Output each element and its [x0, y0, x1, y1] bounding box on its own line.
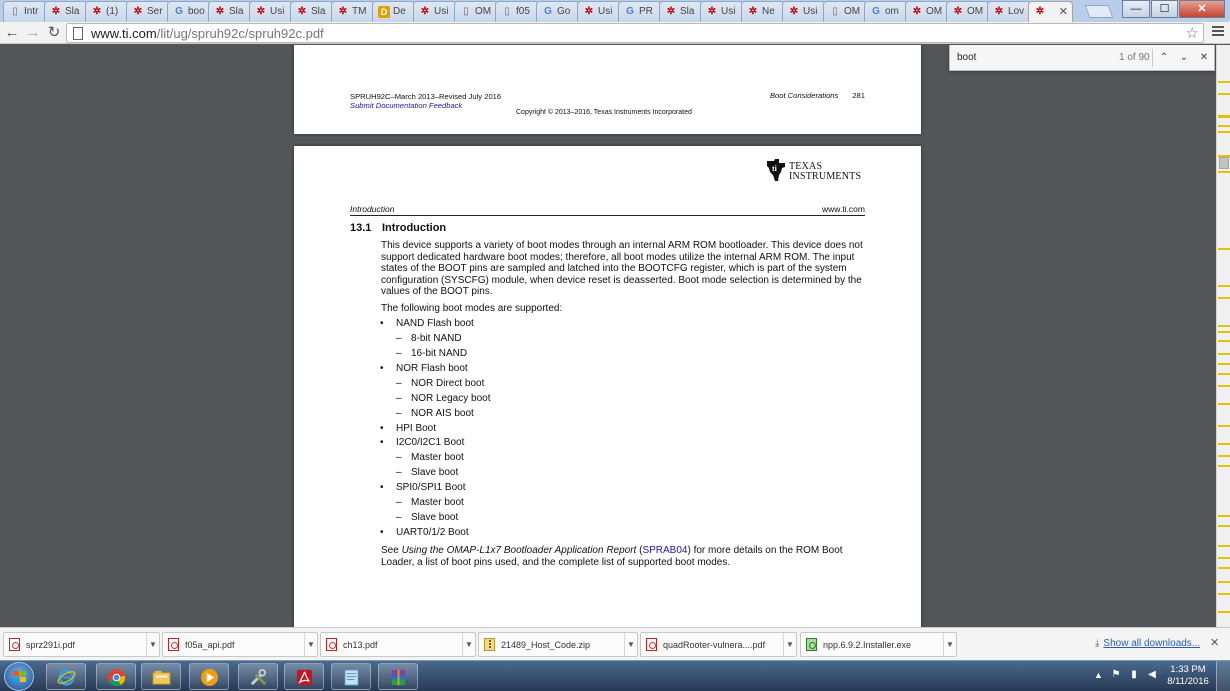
tab-title: Sla — [229, 6, 244, 17]
tab-title: Usi — [721, 6, 736, 17]
tray-expand-icon[interactable]: ▲ — [1094, 670, 1103, 680]
download-filename: npp.6.9.2.Installer.exe — [823, 640, 912, 650]
app-report-title: Using the OMAP-L1x7 Bootloader Application Report — [401, 545, 637, 556]
find-match-marker — [1218, 443, 1230, 445]
footer-doc-id: SPRUH92C–March 2013–Revised July 2016 — [350, 92, 502, 101]
windows-taskbar — [0, 660, 1230, 691]
download-item[interactable] — [3, 632, 160, 657]
tab-title: boo — [188, 6, 205, 17]
bullet: • — [380, 482, 384, 494]
pdf-viewer[interactable] — [0, 45, 1216, 627]
find-match-marker — [1218, 331, 1230, 333]
ti-state-logo-icon — [766, 158, 786, 182]
browser-tab[interactable] — [331, 1, 375, 22]
pdf-page-current — [294, 146, 921, 627]
ti-icon: ✲ — [953, 6, 963, 17]
footer-section: Boot Considerations 281 — [769, 91, 865, 100]
winrar-icon — [389, 668, 408, 687]
download-filename: quadRooter-vulnera....pdf — [663, 640, 766, 650]
scrollbar-thumb[interactable] — [1219, 157, 1229, 169]
google-icon: G — [872, 6, 880, 17]
find-match-marker — [1218, 545, 1230, 547]
find-match-marker — [1218, 353, 1230, 355]
tab-title: om — [885, 6, 899, 17]
find-match-marker — [1218, 567, 1230, 569]
dash-bullet: – — [396, 467, 402, 479]
boot-mode-text: 8-bit NAND — [411, 332, 462, 344]
taskbar-chrome-button[interactable] — [96, 663, 136, 690]
find-match-marker — [1218, 515, 1230, 517]
download-menu-chevron-icon[interactable]: ▼ — [943, 633, 956, 656]
ti-icon: ✲ — [338, 6, 348, 17]
texas-instruments-logo: ti TEXAS INSTRUMENTS — [766, 158, 866, 184]
tab-title: Sla — [680, 6, 695, 17]
tab-title: OM — [967, 6, 984, 17]
pdf-file-icon — [168, 638, 179, 651]
find-match-marker — [1218, 81, 1230, 83]
find-match-marker — [1218, 403, 1230, 405]
tab-title: Go — [557, 6, 571, 17]
intro-paragraph: This device supports a variety of boot modes through an internal ARM ROM bootloader. This device does not support dedicated hardware boot modes; therefore, all boot modes utilize the internal ARM ROM. The input states of the BOOT pins are sampled and latched into the BOOTCFG register, which is part of the system configuration (SYSCFG) module, when device reset is deasserted. Boot mode selection is determined by the values of the BOOT pins. — [381, 240, 863, 297]
boot-mode-text: Master boot — [411, 452, 464, 464]
browser-tab[interactable] — [536, 1, 580, 22]
page-header-right: www.ti.com — [822, 204, 865, 214]
system-clock[interactable] — [1166, 664, 1210, 688]
d-icon: D — [378, 6, 390, 18]
clock-date: 8/11/2016 — [1167, 676, 1209, 687]
taskbar-file-explorer-button[interactable] — [141, 663, 181, 690]
tab-title: Usi — [598, 6, 613, 17]
browser-tab[interactable] — [577, 1, 621, 22]
tab-title: Usi — [434, 6, 449, 17]
page-icon — [73, 27, 83, 40]
action-center-flag-icon[interactable]: ⚑ — [1111, 669, 1121, 680]
tab-title: Sla — [65, 6, 80, 17]
file-explorer-icon — [152, 668, 171, 687]
boot-mode-text: Master boot — [411, 497, 464, 509]
dash-bullet: – — [396, 497, 402, 509]
section-title: Introduction — [382, 222, 447, 234]
boot-mode-text: SPI0/SPI1 Boot — [396, 482, 466, 494]
tab-title: Lov — [1008, 6, 1025, 17]
notepad-icon — [342, 668, 361, 687]
find-match-marker — [1218, 385, 1230, 387]
ti-icon: ✲ — [133, 6, 143, 17]
footer-doc-info — [350, 92, 501, 110]
ti-icon: ✲ — [256, 6, 266, 17]
maximize-button[interactable]: ☐ — [1151, 0, 1178, 18]
google-icon: G — [544, 6, 552, 17]
browser-tab[interactable] — [208, 1, 252, 22]
tab-title: Sla — [311, 6, 326, 17]
browser-tab[interactable] — [495, 1, 539, 22]
download-filename: sprz291i.pdf — [26, 640, 76, 650]
tab-strip — [0, 0, 1230, 22]
boot-mode-text: NOR Direct boot — [411, 377, 485, 389]
section-number: 13.1 — [350, 222, 372, 234]
boot-mode-text: Slave boot — [411, 512, 459, 524]
find-match-marker — [1218, 340, 1230, 342]
clock-time: 1:33 PM — [1170, 664, 1206, 675]
download-menu-chevron-icon[interactable]: ▼ — [304, 633, 317, 656]
download-item[interactable] — [800, 632, 957, 657]
tab-title: PR — [639, 6, 653, 17]
ti-icon: ✲ — [748, 6, 758, 17]
exe-file-icon — [806, 638, 817, 651]
tab-title: Ser — [147, 6, 163, 17]
download-filename: ch13.pdf — [343, 640, 378, 650]
show-desktop-button[interactable] — [1216, 661, 1230, 691]
svg-text:ti: ti — [772, 164, 777, 173]
new-tab-button[interactable] — [1085, 5, 1114, 18]
see-also-paragraph: See Using the OMAP-L1x7 Bootloader Application Report (SPRAB04) for more details on the ROM Boot Loader, a list of boot pins used, and the complete list of supported boot modes. — [381, 545, 843, 568]
dash-bullet: – — [396, 392, 402, 404]
tab-title: Ne — [762, 6, 775, 17]
tools-icon — [249, 668, 268, 687]
generic-page-icon: ▯ — [832, 6, 838, 17]
ti-icon: ✲ — [707, 6, 717, 17]
tab-title: OM — [475, 6, 492, 17]
ti-icon: ✲ — [92, 6, 102, 17]
ti-icon: ✲ — [666, 6, 676, 17]
find-close-button[interactable]: ✕ — [1199, 52, 1209, 63]
find-match-marker — [1218, 125, 1230, 127]
chrome-menu-icon[interactable] — [1212, 26, 1224, 38]
start-button[interactable] — [4, 662, 34, 691]
find-match-marker — [1218, 465, 1230, 467]
minimize-button[interactable]: — — [1122, 0, 1150, 18]
bookmark-star-icon[interactable]: ☆ — [1185, 25, 1199, 42]
generic-page-icon: ▯ — [504, 6, 510, 17]
browser-tab[interactable] — [864, 1, 908, 22]
footer-copyright: Copyright © 2013–2016, Texas Instruments Incorporated — [516, 109, 692, 116]
internet-explorer-icon — [57, 668, 76, 687]
reload-button[interactable]: ↻ — [47, 24, 61, 41]
footer-page-number: 281 — [852, 91, 865, 100]
browser-tab[interactable] — [3, 1, 47, 22]
find-match-marker — [1218, 325, 1230, 327]
find-match-marker — [1218, 373, 1230, 375]
taskbar-tools-button[interactable] — [238, 663, 278, 690]
find-match-marker — [1218, 116, 1230, 118]
address-bar[interactable] — [66, 23, 1204, 43]
generic-page-icon: ▯ — [12, 6, 18, 17]
browser-tab[interactable] — [700, 1, 744, 22]
boot-mode-text: I2C0/I2C1 Boot — [396, 437, 465, 449]
find-match-marker — [1218, 557, 1230, 559]
bullet: • — [380, 318, 384, 329]
find-next-button[interactable]: ⌄ — [1179, 52, 1189, 63]
feedback-link[interactable]: Submit Documentation Feedback — [350, 101, 463, 110]
network-icon[interactable]: ▮ — [1131, 669, 1137, 680]
find-match-marker — [1218, 93, 1230, 95]
boot-mode-text: Slave boot — [411, 467, 459, 479]
download-menu-chevron-icon[interactable]: ▼ — [783, 633, 796, 656]
google-icon: G — [175, 6, 183, 17]
find-input[interactable]: boot — [957, 52, 977, 63]
downloads-bar — [0, 627, 1230, 660]
browser-tab[interactable] — [782, 1, 826, 22]
ti-icon: ✲ — [420, 6, 430, 17]
download-menu-chevron-icon[interactable]: ▼ — [146, 633, 159, 656]
section-heading — [350, 222, 446, 234]
browser-tab[interactable] — [618, 1, 662, 22]
browser-tab[interactable] — [946, 1, 990, 22]
page-header-left: Introduction — [350, 204, 395, 214]
tab-title: Usi — [803, 6, 818, 17]
taskbar-media-player-button[interactable] — [189, 663, 229, 690]
find-match-marker — [1218, 525, 1230, 527]
dash-bullet: – — [396, 332, 402, 344]
media-player-icon — [200, 668, 219, 687]
browser-tab[interactable] — [454, 1, 498, 22]
find-match-marker — [1218, 363, 1230, 365]
browser-tab[interactable] — [1028, 1, 1073, 22]
ti-icon: ✲ — [584, 6, 594, 17]
taskbar-notepad-button[interactable] — [331, 663, 371, 690]
windows-flag-icon — [13, 671, 26, 683]
find-bar — [949, 45, 1215, 71]
find-match-marker — [1218, 611, 1230, 613]
ti-icon: ✲ — [789, 6, 799, 17]
dash-bullet: – — [396, 347, 402, 359]
dash-bullet: – — [396, 512, 402, 524]
browser-tab[interactable] — [659, 1, 703, 22]
boot-mode-text: NOR AIS boot — [411, 407, 474, 419]
tab-title: f05 — [516, 6, 530, 17]
find-previous-button[interactable]: ⌃ — [1159, 52, 1169, 63]
browser-tab[interactable] — [249, 1, 293, 22]
back-button[interactable]: ← — [4, 24, 20, 41]
boot-mode-text: UART0/1/2 Boot — [396, 527, 469, 539]
download-icon: ⤓ — [1095, 638, 1100, 649]
download-item[interactable] — [162, 632, 318, 657]
browser-tab[interactable] — [44, 1, 88, 22]
ti-icon: ✲ — [1035, 6, 1045, 17]
tab-title: OM — [926, 6, 943, 17]
tab-title: OM — [844, 6, 861, 17]
find-match-marker — [1218, 131, 1230, 133]
tab-title: De — [393, 6, 406, 17]
browser-tab[interactable] — [413, 1, 457, 22]
volume-icon[interactable]: ◀ — [1148, 669, 1156, 680]
download-menu-chevron-icon[interactable]: ▼ — [462, 633, 475, 656]
boot-mode-text: HPI Boot — [396, 422, 437, 434]
dash-bullet: – — [396, 452, 402, 464]
ti-icon: ✲ — [215, 6, 225, 17]
boot-modes-intro: The following boot modes are supported: — [381, 303, 563, 314]
adobe-reader-icon — [295, 668, 314, 687]
zip-file-icon — [484, 638, 495, 651]
boot-mode-text: NAND Flash boot — [396, 318, 474, 329]
find-match-marker — [1218, 455, 1230, 457]
boot-mode-text: NOR Flash boot — [396, 362, 468, 374]
ti-icon: ✲ — [994, 6, 1004, 17]
download-filename: 21489_Host_Code.zip — [501, 640, 591, 650]
find-match-count: 1 of 90 — [1119, 52, 1150, 63]
download-item[interactable] — [478, 632, 638, 657]
header-rule — [350, 215, 865, 216]
browser-tab[interactable] — [823, 1, 867, 22]
show-all-downloads-link[interactable]: ⤓ Show all downloads... — [1095, 638, 1201, 649]
pdf-file-icon — [9, 638, 20, 651]
find-match-marker — [1218, 425, 1230, 427]
download-item[interactable] — [320, 632, 476, 657]
sprab04-link[interactable]: SPRAB04 — [642, 545, 688, 556]
browser-tab[interactable] — [167, 1, 211, 22]
tab-title: TM — [352, 6, 367, 17]
bullet: • — [380, 362, 384, 374]
forward-button[interactable]: → — [25, 24, 41, 41]
bullet: • — [380, 422, 384, 434]
find-match-marker — [1218, 155, 1230, 157]
taskbar-adobe-reader-button[interactable] — [284, 663, 324, 690]
close-window-button[interactable]: ✕ — [1179, 0, 1225, 18]
dash-bullet: – — [396, 377, 402, 389]
boot-mode-text: 16-bit NAND — [411, 347, 468, 359]
pdf-file-icon — [326, 638, 337, 651]
boot-mode-text: NOR Legacy boot — [411, 392, 491, 404]
browser-tab[interactable] — [372, 1, 416, 22]
browser-tab[interactable] — [85, 1, 129, 22]
browser-tab[interactable] — [987, 1, 1031, 22]
tab-title: Usi — [270, 6, 285, 17]
browser-tab[interactable] — [905, 1, 949, 22]
download-menu-chevron-icon[interactable]: ▼ — [624, 633, 637, 656]
pdf-file-icon — [646, 638, 657, 651]
browser-tab[interactable] — [126, 1, 170, 22]
browser-tab[interactable] — [290, 1, 334, 22]
find-match-marker — [1218, 285, 1230, 287]
dash-bullet: – — [396, 407, 402, 419]
pdf-page-previous — [294, 45, 921, 134]
chrome-icon — [107, 668, 126, 687]
bullet: • — [380, 437, 384, 449]
downloads-bar-close-button[interactable]: ✕ — [1210, 637, 1220, 649]
browser-toolbar — [0, 22, 1230, 44]
find-match-marker — [1218, 593, 1230, 595]
google-icon: G — [626, 6, 634, 17]
tab-title: Intr — [24, 6, 39, 17]
ti-icon: ✲ — [912, 6, 922, 17]
download-filename: f05a_api.pdf — [185, 640, 235, 650]
tab-close-icon[interactable]: ✕ — [1058, 6, 1068, 18]
generic-page-icon: ▯ — [463, 6, 469, 17]
vertical-scrollbar[interactable] — [1216, 45, 1230, 627]
download-item[interactable] — [640, 632, 797, 657]
find-match-marker — [1218, 248, 1230, 250]
find-match-marker — [1218, 297, 1230, 299]
find-match-marker — [1218, 581, 1230, 583]
find-match-marker — [1218, 171, 1230, 173]
ti-icon: ✲ — [297, 6, 307, 17]
bullet: • — [380, 527, 384, 539]
url-text[interactable]: www.ti.com/lit/ug/spruh92c/spruh92c.pdf — [91, 26, 324, 41]
browser-tab[interactable] — [741, 1, 785, 22]
tab-title: (1) — [106, 6, 119, 17]
taskbar-winrar-button[interactable] — [378, 663, 418, 690]
ti-icon: ✲ — [51, 6, 61, 17]
taskbar-internet-explorer-button[interactable] — [46, 663, 86, 690]
